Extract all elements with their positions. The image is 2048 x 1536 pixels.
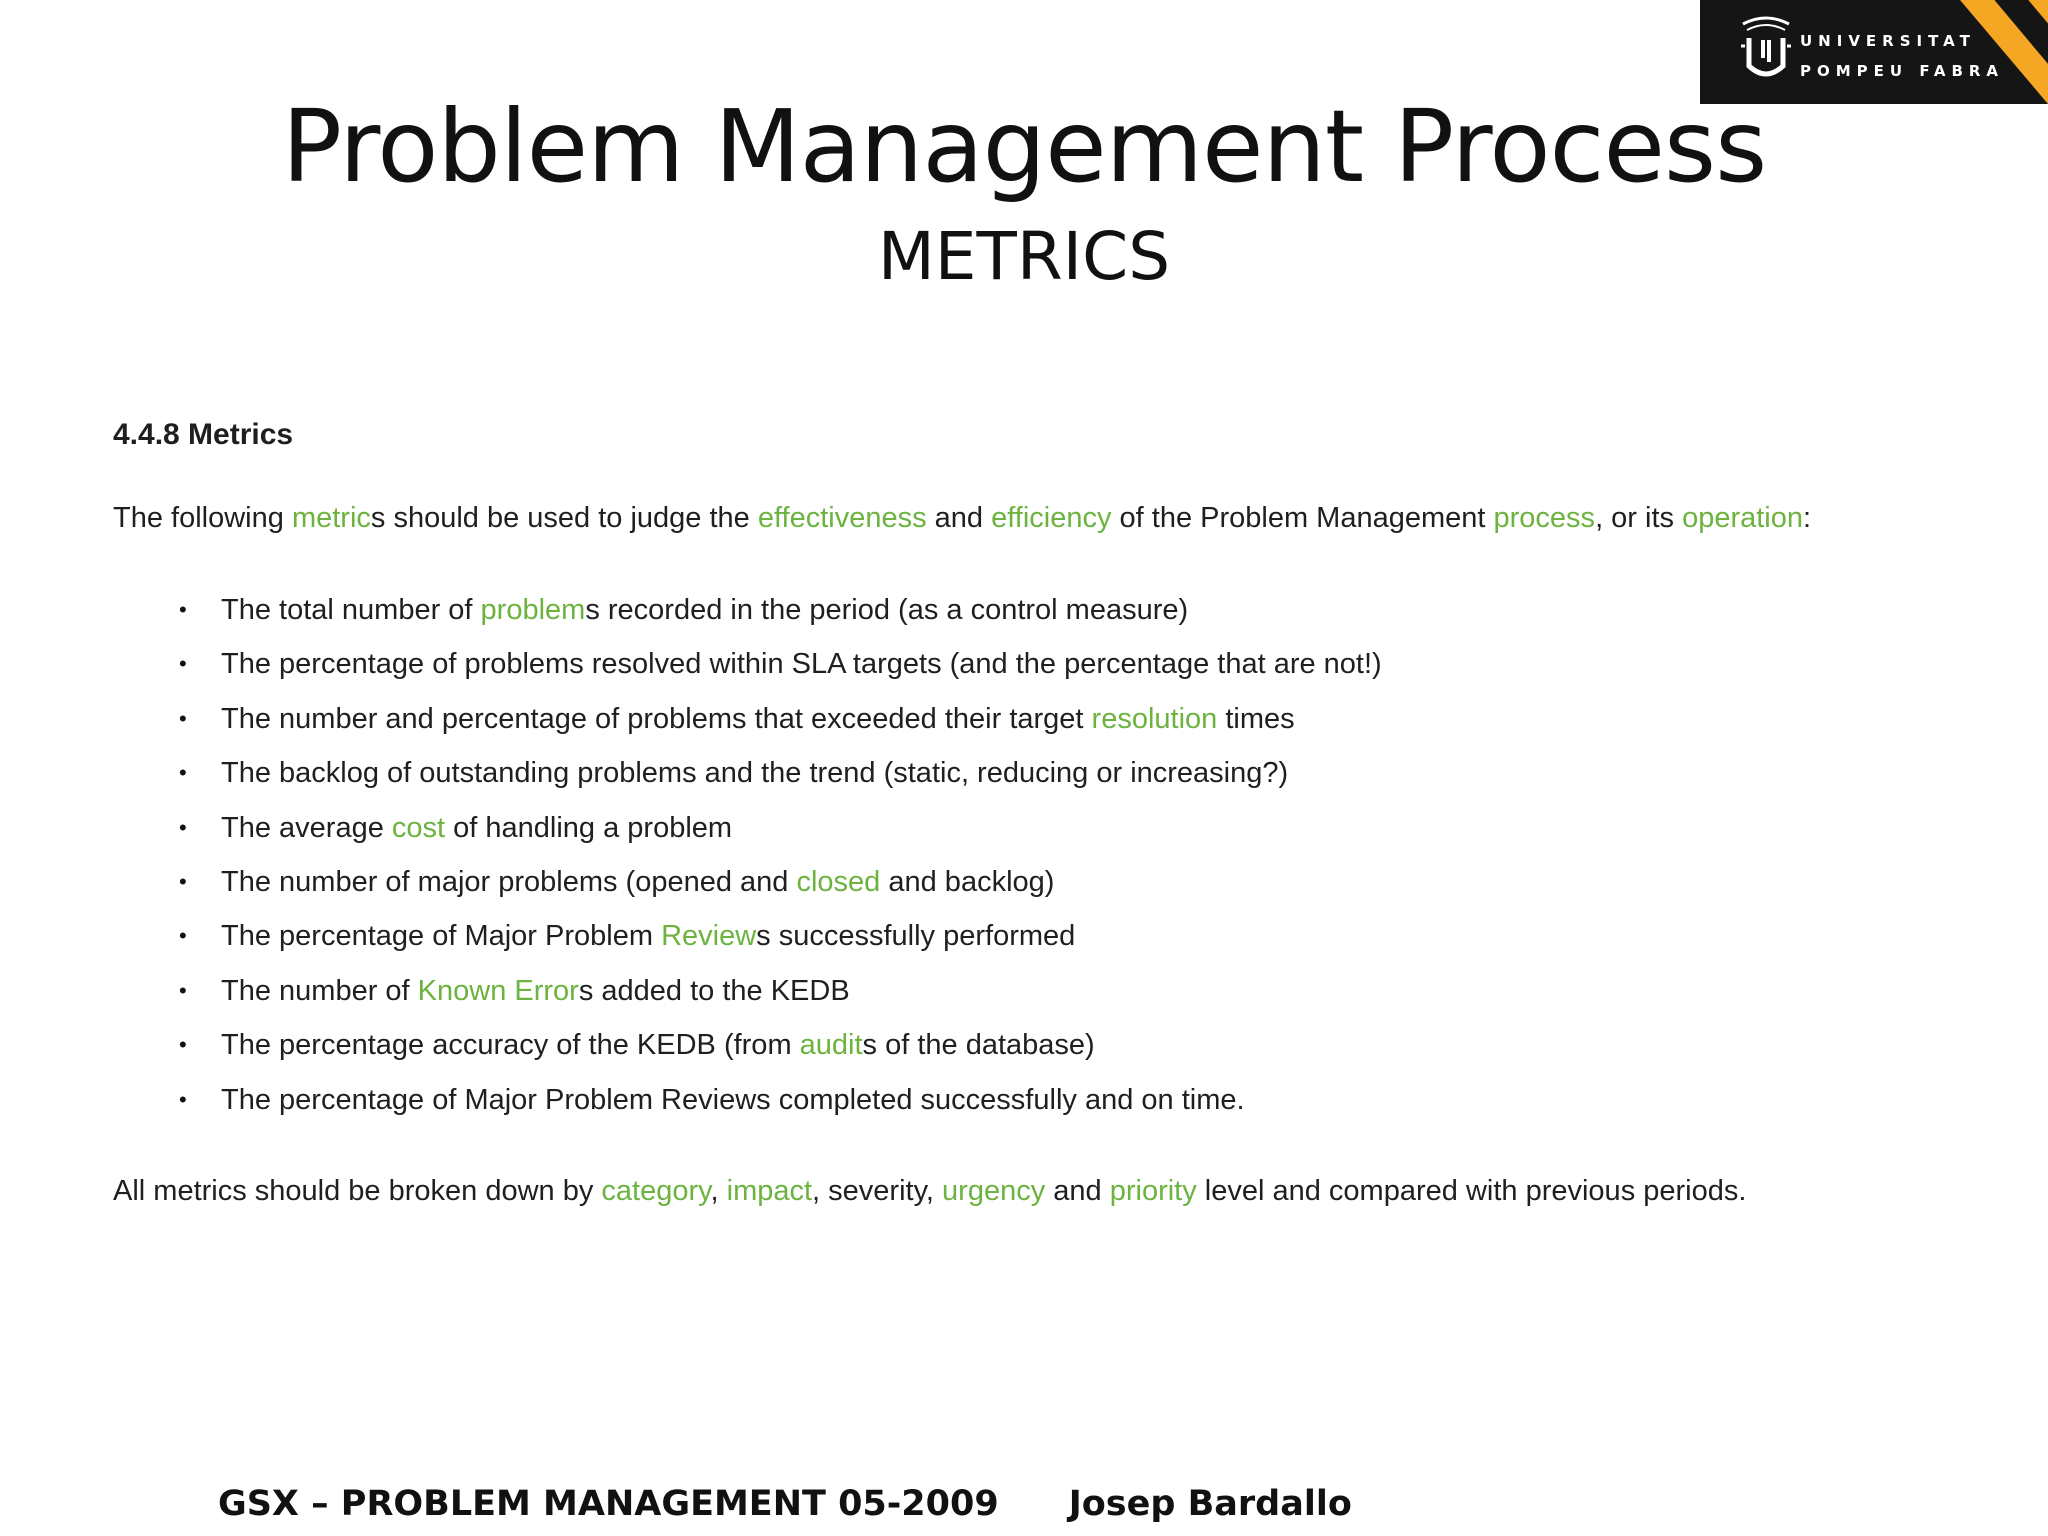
text-run: All metrics should be broken down by [113,1174,602,1207]
section-heading: 4.4.8 Metrics [113,418,294,451]
bullet-icon: • [179,651,187,677]
list-item-text [221,920,1075,952]
list-item [179,909,1973,963]
list-item-text [221,1029,1095,1061]
text-run: The total number of [221,594,481,626]
logo-text [1800,26,2004,86]
list-item-text [221,975,850,1007]
keyword-link[interactable]: priority [1109,1174,1197,1207]
list-item [179,855,1973,909]
text-run: The number of [221,974,418,1007]
bullet-icon: • [179,814,187,840]
text-run: , [710,1174,727,1207]
bullet-icon: • [179,977,187,1003]
keyword-link[interactable]: metric [291,502,371,534]
metrics-list [113,583,1973,1127]
keyword-link[interactable]: resolution [1091,702,1218,735]
keyword-link[interactable]: process [1493,502,1596,534]
text-run: The number of major problems (opened and [221,865,797,898]
text-run: s of the database) [862,1029,1095,1062]
closing-paragraph [113,1175,1973,1208]
list-item [179,746,1973,800]
upf-seal-icon [1735,10,1797,90]
text-run: and backlog) [880,865,1055,898]
list-item [179,583,1973,637]
text-run: and [1045,1174,1110,1207]
text-run: The number and percentage of problems that exceeded their target [221,702,1092,735]
list-item-text [221,648,1382,680]
bullet-icon: • [179,923,187,949]
keyword-link[interactable]: category [601,1174,711,1207]
text-run: The average [221,811,392,844]
keyword-link[interactable]: audit [799,1029,863,1062]
list-item-text [221,866,1054,898]
keyword-link[interactable]: Known Error [417,974,579,1007]
text-run: s should be used to judge the [370,502,758,534]
bullet-icon: • [179,868,187,894]
text-run: : [1803,502,1812,534]
keyword-link[interactable]: closed [796,865,881,898]
keyword-link[interactable]: cost [391,811,446,844]
text-run: The percentage of Major Problem Reviews completed successfully and on time. [221,1083,1245,1116]
keyword-link[interactable]: urgency [942,1174,1046,1207]
keyword-link[interactable]: Review [661,920,757,953]
logo-line-2: POMPEU FABRA [1800,62,2005,80]
list-item [179,637,1973,691]
list-item [179,801,1973,855]
list-item-text [221,757,1288,789]
text-run: The following [113,502,292,534]
text-run: The percentage of problems resolved within SLA targets (and the percentage that are not!) [221,648,1382,681]
slide-subtitle: METRICS [877,218,1171,295]
bullet-icon: • [179,1086,187,1112]
document-excerpt [113,418,1973,1208]
list-item [179,1073,1973,1127]
text-run: and [926,502,992,534]
footer-author: Josep Bardallo [1068,1484,1352,1524]
text-run: level and compared with previous periods. [1196,1174,1747,1207]
keyword-link[interactable]: problem [480,594,586,626]
list-item [179,964,1973,1018]
keyword-link[interactable]: impact [726,1174,813,1207]
slide-footer [218,1484,1352,1524]
slide-title: Problem Management Process [281,88,1767,205]
list-item-text [221,594,1188,626]
text-run: , or its [1595,502,1683,534]
text-run: s recorded in the period (as a control measure) [585,594,1189,626]
text-run: times [1217,702,1295,735]
list-item-text [221,1084,1245,1116]
text-run: The backlog of outstanding problems and the trend (static, reducing or increasing?) [221,757,1289,790]
bullet-icon: • [179,1032,187,1058]
bullet-icon: • [179,597,187,622]
intro-paragraph [113,502,1973,535]
footer-course: GSX – PROBLEM MANAGEMENT 05-2009 [218,1484,999,1524]
bullet-icon: • [179,760,187,786]
list-item [179,692,1973,746]
text-run: s successfully performed [756,920,1076,953]
bullet-icon: • [179,705,187,731]
text-run: of the Problem Management [1111,502,1494,534]
text-run: The percentage of Major Problem [221,920,662,953]
list-item-text [221,812,732,844]
text-run: s added to the KEDB [578,974,850,1007]
text-run: of handling a problem [445,811,733,844]
list-item-text [221,703,1295,735]
keyword-link[interactable]: efficiency [991,502,1112,534]
list-item [179,1018,1973,1072]
keyword-link[interactable]: operation [1682,502,1804,534]
keyword-link[interactable]: effectiveness [757,502,927,534]
logo-line-1: UNIVERSITAT [1800,32,1976,50]
text-run: The percentage accuracy of the KEDB (from [221,1029,800,1062]
text-run: , severity, [812,1174,943,1207]
